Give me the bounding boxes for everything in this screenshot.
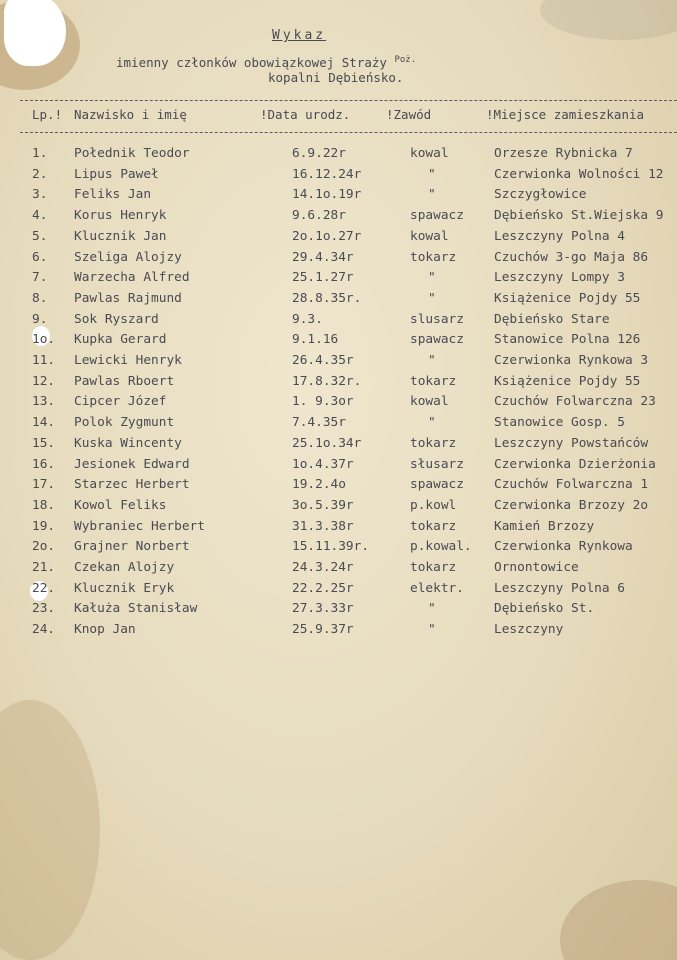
document-subtitle: imienny członków obowiązkowej Straży $^{Poż.}$ [116,55,417,71]
residence: Leszczyny Powstańców [494,435,649,451]
profession: p.kowl [410,497,457,513]
member-name: Polok Zygmunt [74,415,175,431]
row-number: 12. [32,373,56,389]
profession: spawacz [410,332,464,348]
table-row [0,415,677,435]
table-row [0,601,677,621]
row-number: 4. [32,208,48,224]
table-row [0,477,677,497]
member-name: Korus Henryk [74,208,167,224]
row-number: 21. [32,560,56,575]
profession: tokarz [410,560,457,575]
residence: Czuchów 3-go Maja 86 [494,249,649,265]
profession: " [428,353,436,368]
residence: Czuchów Folwarczna 1 [494,477,649,493]
row-number: 15. [32,435,56,451]
member-name: Klucznik Eryk [74,580,175,596]
profession: " [428,187,436,203]
birth-date: 1o.4.37r [292,456,354,472]
profession: " [428,415,436,431]
table-row [0,208,677,228]
residence: Dębieńsko Stare [494,311,610,327]
row-number: 9. [32,311,48,327]
residence: Stanowice Polna 126 [494,332,641,348]
profession: elektr. [410,580,464,596]
birth-date: 17.8.32r. [292,373,362,389]
table-row [0,291,677,311]
table-row [0,250,677,270]
member-name: Lewicki Henryk [74,353,182,368]
profession: kowal [410,394,449,410]
birth-date: 9.3. [292,311,323,327]
table-row [0,229,677,249]
table-row [0,187,677,207]
member-name: Knop Jan [74,622,136,638]
profession: kowal [410,146,449,161]
member-name: Pawlas Rajmund [74,290,182,306]
row-number: 3. [32,187,48,203]
birth-date: 1. 9.3or [292,394,354,410]
residence: Orzesze Rybnicka 7 [494,146,633,161]
table-row [0,560,677,580]
birth-date: 15.11.39r. [292,539,370,555]
col-header-date: !Data urodz. [260,107,351,122]
document-title: Wykaz [272,28,327,43]
table-row [0,394,677,414]
divider-header [20,132,677,133]
birth-date: 29.4.34r [292,249,354,265]
member-name: Warzecha Alfred [74,270,190,286]
row-number: 7. [32,270,48,286]
row-number: 19. [32,518,56,534]
table-row [0,374,677,394]
birth-date: 2o.1o.27r [292,228,362,244]
row-number: 1. [32,146,48,161]
row-number: 8. [32,290,48,306]
profession: " [428,290,436,306]
row-number: 22. [32,580,56,596]
profession: spawacz [410,208,464,224]
profession: spawacz [410,477,464,493]
birth-date: 14.1o.19r [292,187,362,203]
profession: " [428,270,436,286]
profession: slusarz [410,311,464,327]
birth-date: 7.4.35r [292,415,346,431]
residence: Szczygłowice [494,187,587,203]
table-row [0,581,677,601]
table-row [0,436,677,456]
residence: Leszczyny Lompy 3 [494,270,625,286]
residence: Ornontowice [494,560,579,575]
table-row [0,332,677,352]
profession: tokarz [410,435,457,451]
member-name: Grajner Norbert [74,539,190,555]
member-name: Kuska Wincenty [74,435,182,451]
profession: tokarz [410,518,457,534]
row-number: 13. [32,394,56,410]
row-number: 1o. [32,332,56,348]
birth-date: 9.6.28r [292,208,346,224]
member-name: Jesionek Edward [74,456,190,472]
residence: Czerwionka Rynkowa [494,539,633,555]
profession: p.kowal. [410,539,472,555]
residence: Dębieńsko St. [494,601,595,617]
profession: tokarz [410,249,457,265]
birth-date: 9.1.16 [292,332,339,348]
table-row [0,498,677,518]
row-number: 5. [32,228,48,244]
row-number: 11. [32,353,56,368]
member-name: Czekan Alojzy [74,560,175,575]
birth-date: 24.3.24r [292,560,354,575]
member-name: Kałuża Stanisław [74,601,198,617]
row-number: 6. [32,249,48,265]
col-header-lp: Lp.! [32,107,63,122]
table-row [0,539,677,559]
birth-date: 3o.5.39r [292,497,354,513]
row-number: 23. [32,601,56,617]
profession: " [428,601,436,617]
residence: Czerwionka Rynkowa 3 [494,353,649,368]
residence: Kamień Brzozy [494,518,595,534]
birth-date: 25.1o.34r [292,435,362,451]
residence: Leszczyny Polna 6 [494,580,625,596]
table-row [0,622,677,642]
table-row [0,146,677,166]
member-name: Sok Ryszard [74,311,159,327]
member-name: Kowol Feliks [74,497,167,513]
row-number: 17. [32,477,56,493]
residence: Czerwionka Wolności 12 [494,166,664,182]
member-name: Starzec Herbert [74,477,190,493]
table-row [0,353,677,373]
member-name: Szeliga Alojzy [74,249,182,265]
birth-date: 19.2.4o [292,477,346,493]
residence: Czerwionka Brzozy 2o [494,497,649,513]
profession: słusarz [410,456,464,472]
profession: tokarz [410,373,457,389]
profession: kowal [410,228,449,244]
residence: Czuchów Folwarczna 23 [494,394,656,410]
table-row [0,457,677,477]
table-row [0,270,677,290]
member-name: Klucznik Jan [74,228,167,244]
member-name: Cipcer Józef [74,394,167,410]
document-subtitle-line2: kopalni Dębieńsko. [268,70,404,85]
col-header-place: !Miejsce zamieszkania [486,107,645,122]
birth-date: 16.12.24r [292,166,362,182]
birth-date: 27.3.33r [292,601,354,617]
birth-date: 25.1.27r [292,270,354,286]
member-name: Pawlas Rboert [74,373,175,389]
birth-date: 28.8.35r. [292,290,362,306]
row-number: 14. [32,415,56,431]
table-row [0,312,677,332]
birth-date: 25.9.37r [292,622,354,638]
residence: Leszczyny [494,622,564,638]
residence: Książenice Pojdy 55 [494,290,641,306]
residence: Leszczyny Polna 4 [494,228,625,244]
member-name: Lipus Paweł [74,166,159,182]
profession: " [428,622,436,638]
torn-corner [4,0,66,66]
member-name: Połednik Teodor [74,146,190,161]
birth-date: 26.4.35r [292,353,354,368]
member-name: Wybraniec Herbert [74,518,205,534]
residence: Czerwionka Dzierżonia [494,456,656,472]
birth-date: 31.3.38r [292,518,354,534]
residence: Książenice Pojdy 55 [494,373,641,389]
residence: Stanowice Gosp. 5 [494,415,625,431]
table-row [0,167,677,187]
member-name: Feliks Jan [74,187,152,203]
birth-date: 6.9.22r [292,146,346,161]
table-row [0,519,677,539]
divider-top [20,100,677,101]
row-number: 18. [32,497,56,513]
row-number: 16. [32,456,56,472]
residence: Dębieńsko St.Wiejska 9 [494,208,664,224]
row-number: 24. [32,622,56,638]
col-header-job: !Zawód [386,107,432,122]
profession: " [428,166,436,182]
member-name: Kupka Gerard [74,332,167,348]
col-header-name: Nazwisko i imię [74,107,187,122]
row-number: 2. [32,166,48,182]
row-number: 2o. [32,539,56,555]
birth-date: 22.2.25r [292,580,354,596]
